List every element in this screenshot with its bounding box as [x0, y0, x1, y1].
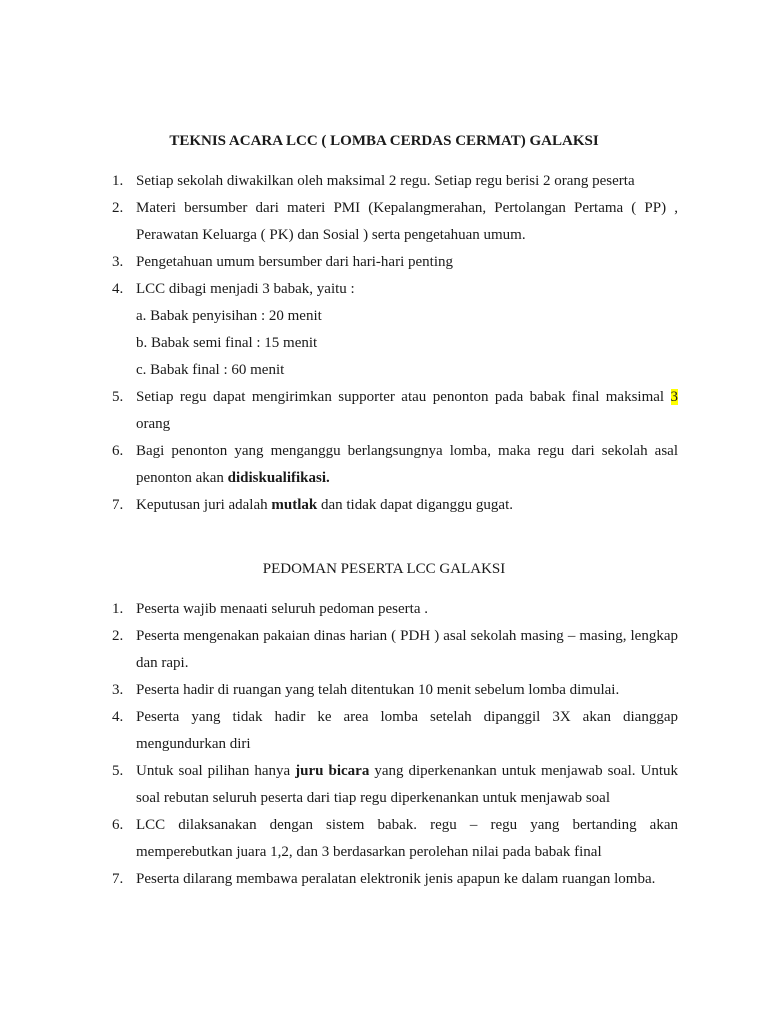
item-text: orang	[136, 416, 171, 432]
item-number: 4.	[112, 281, 124, 297]
item-text: Peserta yang tidak hadir ke area lomba setelah dipanggil 3X akan dianggap mengundurkan diri	[136, 709, 678, 752]
list-item	[0, 704, 678, 758]
bold-text: juru bicara	[295, 763, 370, 779]
list-item	[0, 758, 678, 812]
item-number: 1.	[112, 601, 124, 617]
list-item	[0, 596, 678, 623]
sub-item: b. Babak semi final : 15 menit	[136, 335, 318, 351]
sub-item: a. Babak penyisihan : 20 menit	[136, 308, 322, 324]
item-text: dan tidak dapat diganggu gugat.	[317, 497, 514, 513]
list-item	[0, 168, 678, 195]
item-text: LCC dibagi menjadi 3 babak, yaitu :	[136, 281, 355, 297]
item-number: 1.	[112, 173, 124, 189]
item-text: yang diperkenankan untuk menjawab soal. Untuk soal rebutan seluruh peserta dari tiap regu diperkenankan untuk menjawab soal	[136, 763, 679, 806]
item-number: 5.	[112, 763, 124, 779]
item-text: Peserta dilarang membawa peralatan elektronik jenis apapun ke dalam ruangan lomba.	[136, 871, 656, 887]
section2-title: PEDOMAN PESERTA LCC GALAKSI	[262, 561, 506, 577]
list-item	[0, 677, 678, 704]
item-text: Bagi penonton yang menganggu berlangsungnya lomba, maka regu dari sekolah asal penonton akan	[136, 443, 678, 486]
item-text: Pengetahuan umum bersumber dari hari-hari penting	[136, 254, 453, 270]
item-number: 7.	[112, 497, 124, 513]
list-item	[0, 866, 678, 893]
item-number: 2.	[112, 200, 124, 216]
bold-text: mutlak	[271, 497, 318, 513]
section2-list	[0, 596, 678, 893]
item-text: Setiap sekolah diwakilkan oleh maksimal 2 regu. Setiap regu berisi 2 orang peserta	[136, 173, 635, 189]
list-item	[0, 384, 678, 438]
list-item	[0, 276, 678, 384]
item-number: 6.	[112, 817, 124, 833]
list-item	[0, 812, 678, 866]
list-item	[0, 492, 678, 519]
item-text: Setiap regu dapat mengirimkan supporter atau penonton pada babak final maksimal	[136, 389, 671, 405]
item-number: 3.	[112, 682, 124, 698]
item-text: Keputusan juri adalah	[136, 497, 272, 513]
item-number: 5.	[112, 389, 124, 405]
item-text: Materi bersumber dari materi PMI (Kepalangmerahan, Pertolangan Pertama ( PP) , Perawatan Keluarga ( PK) dan Sosial ) serta pengetahuan umum.	[136, 200, 678, 243]
highlighted-text: 3	[670, 389, 678, 405]
item-number: 2.	[112, 628, 124, 644]
item-number: 6.	[112, 443, 124, 459]
item-number: 3.	[112, 254, 124, 270]
item-number: 7.	[112, 871, 124, 887]
list-item	[0, 438, 678, 492]
bold-text: didiskualifikasi.	[227, 470, 330, 486]
sub-item: c. Babak final : 60 menit	[136, 362, 285, 378]
section1-list	[0, 168, 678, 519]
item-number: 4.	[112, 709, 124, 725]
item-text: Peserta hadir di ruangan yang telah ditentukan 10 menit sebelum lomba dimulai.	[136, 682, 620, 698]
item-text: LCC dilaksanakan dengan sistem babak. regu – regu yang bertanding akan memperebutkan juara 1,2, dan 3 berdasarkan perolehan nilai pada babak final	[136, 817, 678, 860]
item-text: Peserta mengenakan pakaian dinas harian ( PDH ) asal sekolah masing – masing, lengkap dan rapi.	[136, 628, 678, 671]
list-item	[0, 623, 678, 677]
item-text: Untuk soal pilihan hanya	[136, 763, 296, 779]
section1-title: TEKNIS ACARA LCC ( LOMBA CERDAS CERMAT) GALAKSI	[169, 133, 599, 149]
list-item	[0, 195, 678, 249]
list-item	[0, 249, 678, 276]
item-text: Peserta wajib menaati seluruh pedoman peserta .	[136, 601, 428, 617]
